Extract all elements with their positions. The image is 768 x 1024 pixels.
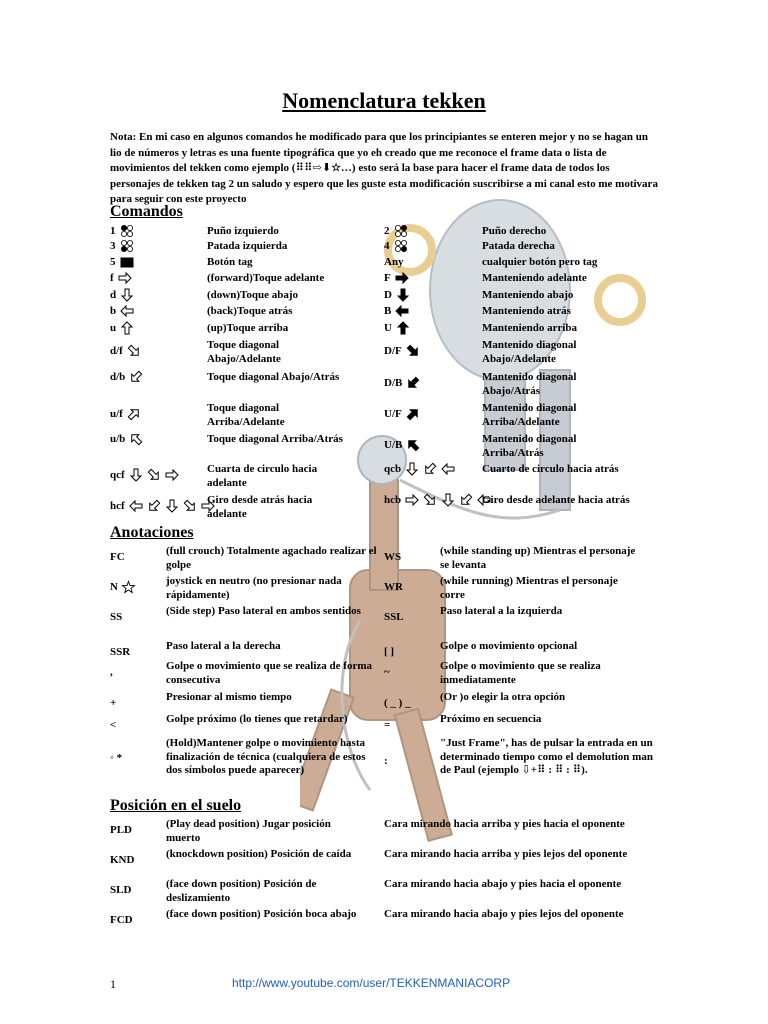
annotation-description: Paso lateral a la derecha xyxy=(166,640,281,652)
command-key: qcf xyxy=(110,469,179,483)
command-description: Giro desde adelante hacia atrás xyxy=(482,494,630,506)
hold-uf-arrow-icon xyxy=(406,408,420,420)
tap-d-arrow-icon xyxy=(405,463,419,475)
position-description: Cara mirando hacia arriba y pies lejos del oponente xyxy=(384,848,628,860)
command-description: Toque diagonal Abajo/Atrás xyxy=(207,371,340,383)
command-key: u/b xyxy=(110,433,143,447)
section-heading-comandos: Comandos xyxy=(110,203,183,220)
command-description: Mantenido diagonal Arriba/Atrás xyxy=(482,433,577,459)
command-description: Puño izquierdo xyxy=(207,225,279,237)
tap-df-arrow-icon xyxy=(183,500,197,512)
command-description: Manteniendo abajo xyxy=(482,289,574,301)
hold-u-arrow-icon xyxy=(396,322,410,334)
hold-b-arrow-icon xyxy=(395,305,409,317)
command-key: 1 xyxy=(110,225,134,239)
command-key: 4 xyxy=(384,240,408,254)
command-key: f xyxy=(110,272,132,286)
annotation-key: , xyxy=(110,666,113,678)
tap-ub-arrow-icon xyxy=(129,433,143,445)
command-key: U/B xyxy=(384,439,420,453)
annotation-description: (Hold)Mantener golpe o movimiento hasta finalización de técnica (cualquiera de estos dos símbolos puede aparecer) xyxy=(166,737,366,776)
command-description: Manteniendo adelante xyxy=(482,272,587,284)
command-description: Cuarto de circulo hacia atrás xyxy=(482,463,619,475)
tap-f-arrow-icon xyxy=(118,272,132,284)
annotation-description: Presionar al mismo tiempo xyxy=(166,691,292,703)
position-description: Cara mirando hacia arriba y pies hacia el oponente xyxy=(384,818,625,830)
command-key: u/f xyxy=(110,408,141,422)
command-key: qcb xyxy=(384,463,455,477)
command-key: d/f xyxy=(110,345,141,359)
annotation-description: Próximo en secuencia xyxy=(440,713,542,725)
tap-b-arrow-icon xyxy=(129,500,143,512)
annotation-description: (Or )o elegir la otra opción xyxy=(440,691,566,703)
command-key: D/F xyxy=(384,345,420,359)
button-2-icon xyxy=(394,225,408,237)
position-key: KND xyxy=(110,854,135,866)
button-4-icon xyxy=(394,240,408,252)
position-description: (Play dead position) Jugar posición muerto xyxy=(166,818,331,844)
annotation-key: SSR xyxy=(110,646,131,658)
page-number: 1 xyxy=(110,977,116,991)
command-description: Mantenido diagonal Arriba/Adelante xyxy=(482,402,577,428)
page-title: Nomenclatura tekken xyxy=(282,88,486,113)
position-description: (face down position) Posición boca abajo xyxy=(166,908,357,920)
annotation-key: ( _ ) _ xyxy=(384,697,411,709)
tag-button-icon xyxy=(120,257,134,268)
tap-u-arrow-icon xyxy=(120,322,134,334)
hold-f-arrow-icon xyxy=(395,272,409,284)
tap-d-arrow-icon xyxy=(441,494,455,506)
position-description: (face down position) Posición de deslizamiento xyxy=(166,878,317,904)
annotation-description: joystick en neutro (no presionar nada rápidamente) xyxy=(166,575,342,601)
tap-uf-arrow-icon xyxy=(127,408,141,420)
command-description: Toque diagonal Arriba/Atrás xyxy=(207,433,343,445)
tap-b-arrow-icon xyxy=(120,305,134,317)
position-key: SLD xyxy=(110,884,132,896)
command-description: Toque diagonal Arriba/Adelante xyxy=(207,402,285,428)
command-key: F xyxy=(384,272,409,286)
tap-f-arrow-icon xyxy=(165,469,179,481)
tap-db-arrow-icon xyxy=(129,371,143,383)
position-description: Cara mirando hacia abajo y pies lejos del oponente xyxy=(384,908,624,920)
annotation-key: WR xyxy=(384,581,403,593)
section-heading-posicion: Posición en el suelo xyxy=(110,797,242,814)
annotation-key: : xyxy=(384,755,388,767)
command-key: U/F xyxy=(384,408,420,422)
command-description: Toque diagonal Abajo/Adelante xyxy=(207,339,281,365)
command-key: Any xyxy=(384,256,404,268)
tap-d-arrow-icon xyxy=(165,500,179,512)
command-description: (back)Toque atrás xyxy=(207,305,293,317)
intro-note: Nota: En mi caso en algunos comandos he modificado para que los principiantes se enteren mejor y no se hagan un lio de números y letras es una fuente tipográfica que yo eh creado que me reconoce el frame data o lista de movimientos del tekken como ejemplo (⠿⠿⇨⬇☆…) esto será la base para hacer el frame data de todos los personajes de tekken tag 2 un saludo y espero que les guste esta modificación suscribirse a mi canal esto me motivara para seguir con este proyecto xyxy=(110,131,658,205)
annotation-key: WS xyxy=(384,551,402,563)
annotation-key: + xyxy=(110,697,117,709)
tap-f-arrow-icon xyxy=(405,494,419,506)
command-description: Manteniendo arriba xyxy=(482,322,578,334)
command-key: hcf xyxy=(110,500,215,514)
annotation-key: N xyxy=(110,581,135,595)
command-key: d/b xyxy=(110,371,143,385)
command-key: 5 xyxy=(110,256,134,270)
section-heading-anotaciones: Anotaciones xyxy=(110,524,194,541)
position-key: PLD xyxy=(110,824,132,836)
annotation-description: Golpe próximo (lo tienes que retardar) xyxy=(166,713,348,725)
annotation-key: FC xyxy=(110,551,125,563)
position-key: FCD xyxy=(110,914,133,926)
command-key: b xyxy=(110,305,134,319)
tap-d-arrow-icon xyxy=(120,289,134,301)
annotation-description: Paso lateral a la izquierda xyxy=(440,605,563,617)
youtube-link[interactable]: http://www.youtube.com/user/TEKKENMANIACORP xyxy=(232,976,511,990)
annotation-key: SS xyxy=(110,611,123,623)
command-description: Manteniendo atrás xyxy=(482,305,571,317)
command-description: Mantenido diagonal Abajo/Adelante xyxy=(482,339,577,365)
command-key: B xyxy=(384,305,409,319)
annotation-description: "Just Frame", has de pulsar la entrada en un determinado tiempo como el demolution man de Paul (ejemplo ⇩+⠿ : ⠿ : ⠿). xyxy=(440,737,653,776)
command-description: Patada izquierda xyxy=(207,240,288,252)
tap-d-arrow-icon xyxy=(129,469,143,481)
tap-df-arrow-icon xyxy=(147,469,161,481)
command-description: Patada derecha xyxy=(482,240,555,252)
annotation-description: (full crouch) Totalmente agachado realizar el golpe xyxy=(166,545,377,571)
tap-df-arrow-icon xyxy=(127,345,141,357)
command-key: U xyxy=(384,322,410,336)
tap-db-arrow-icon xyxy=(147,500,161,512)
command-description: Cuarta de circulo hacia adelante xyxy=(207,463,318,489)
position-description: Cara mirando hacia abajo y pies hacia el oponente xyxy=(384,878,622,890)
annotation-description: (while running) Mientras el personaje corre xyxy=(440,575,618,601)
button-1-icon xyxy=(120,225,134,237)
annotation-key: ◦ * xyxy=(110,752,123,764)
annotation-description: Golpe o movimiento opcional xyxy=(440,640,578,652)
annotation-description: Golpe o movimiento que se realiza de forma consecutiva xyxy=(166,660,373,686)
hold-d-arrow-icon xyxy=(396,289,410,301)
annotation-description: Golpe o movimiento que se realiza inmediatamente xyxy=(440,660,601,686)
tap-db-arrow-icon xyxy=(459,494,473,506)
annotation-key: SSL xyxy=(384,611,404,623)
annotation-key: ~ xyxy=(384,666,390,678)
hold-db-arrow-icon xyxy=(406,377,420,389)
position-description: (knockdown position) Posición de caída xyxy=(166,848,352,860)
annotation-description: (while standing up) Mientras el personaje se levanta xyxy=(440,545,636,571)
annotation-key: [ ] xyxy=(384,646,395,658)
command-description: Giro desde atrás hacia adelante xyxy=(207,494,313,520)
annotation-key: = xyxy=(384,719,391,731)
command-description: Mantenido diagonal Abajo/Atrás xyxy=(482,371,577,397)
command-key: 3 xyxy=(110,240,134,254)
command-key: D xyxy=(384,289,410,303)
command-description: (forward)Toque adelante xyxy=(207,272,325,284)
command-description: cualquier botón pero tag xyxy=(482,256,598,268)
tap-db-arrow-icon xyxy=(423,463,437,475)
command-key: 2 xyxy=(384,225,408,239)
hold-ub-arrow-icon xyxy=(406,439,420,451)
command-description: Puño derecho xyxy=(482,225,547,237)
hold-df-arrow-icon xyxy=(406,345,420,357)
button-3-icon xyxy=(120,240,134,252)
tap-df-arrow-icon xyxy=(423,494,437,506)
command-key: d xyxy=(110,289,134,303)
command-description: (up)Toque arriba xyxy=(207,322,289,334)
command-description: (down)Toque abajo xyxy=(207,289,298,301)
tap-b-arrow-icon xyxy=(441,463,455,475)
annotation-description: (Side step) Paso lateral en ambos sentidos xyxy=(166,605,361,617)
neutral-star-icon xyxy=(122,581,135,593)
command-key: u xyxy=(110,322,134,336)
command-key: hcb xyxy=(384,494,491,508)
annotation-key: < xyxy=(110,719,117,731)
command-key: D/B xyxy=(384,377,420,391)
command-description: Botón tag xyxy=(207,256,253,268)
